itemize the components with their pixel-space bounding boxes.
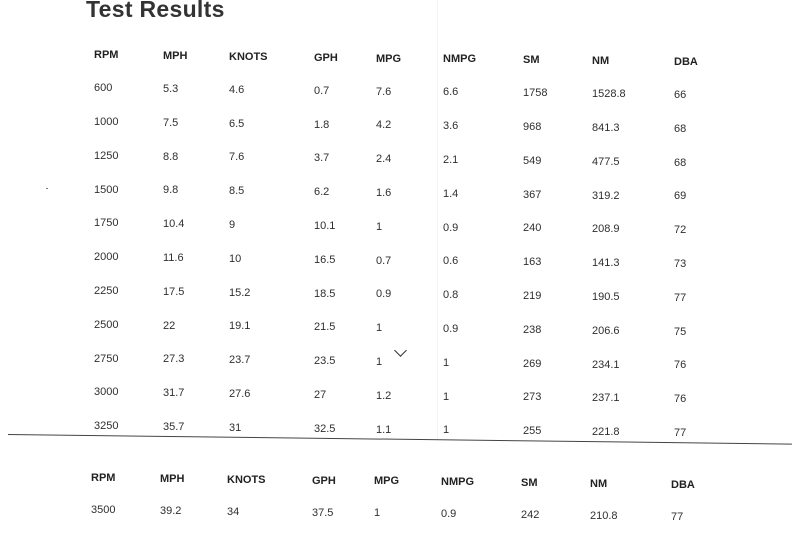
table-cell: 190.5 — [592, 290, 620, 303]
table-cell: 37.5 — [312, 506, 334, 519]
table-cell: 255 — [523, 425, 542, 438]
table-cell: 1500 — [94, 183, 119, 196]
column-header-sm: SM — [521, 477, 538, 490]
table-cell: 31 — [229, 421, 242, 434]
table-cell: 27.6 — [229, 387, 251, 400]
column-header-nm: NM — [592, 55, 610, 68]
column-header-gph: GPH — [312, 474, 336, 487]
table-cell: 77 — [674, 427, 687, 440]
table-cell: 549 — [523, 154, 542, 167]
column-header-nmpg: NMPG — [441, 476, 474, 489]
table-cell: 5.3 — [163, 82, 179, 95]
table-cell: 10.4 — [163, 218, 185, 231]
table-cell: 3.7 — [314, 152, 330, 165]
column-header-mph: MPH — [163, 49, 188, 62]
table-cell: 75 — [674, 325, 687, 338]
table-cell: 237.1 — [592, 392, 620, 405]
table-cell: 221.8 — [592, 426, 620, 439]
column-header-knots: KNOTS — [227, 473, 266, 486]
table-cell: 0.9 — [441, 508, 457, 521]
column-header-dba: DBA — [671, 479, 695, 492]
table-cell: 32.5 — [314, 422, 336, 435]
table-cell: 600 — [94, 82, 113, 95]
column-header-dba: DBA — [674, 56, 698, 69]
table-cell: 1750 — [94, 217, 119, 230]
table-cell: 6.2 — [314, 186, 330, 199]
table-cell: 242 — [521, 509, 540, 522]
table-cell: 77 — [671, 511, 684, 524]
page-fold-line — [437, 0, 438, 440]
table-cell: 1758 — [523, 87, 548, 100]
table-cell: 3000 — [94, 386, 119, 399]
table-cell: 1 — [376, 322, 383, 335]
column-header-knots: KNOTS — [229, 50, 268, 63]
table-cell: 73 — [674, 258, 687, 271]
table-cell: 2500 — [94, 318, 119, 331]
table-cell: 3500 — [91, 504, 116, 517]
table-cell: 0.9 — [376, 288, 392, 301]
table-cell: 22 — [163, 319, 176, 332]
table-cell: 10 — [229, 252, 242, 265]
table-cell: 0.9 — [443, 221, 459, 234]
table-cell: 367 — [523, 188, 542, 201]
column-header-sm: SM — [523, 54, 540, 67]
page-title: Test Results — [86, 0, 225, 22]
column-header-rpm: RPM — [91, 472, 116, 485]
table-cell: 319.2 — [592, 189, 620, 202]
table-cell: 27 — [314, 388, 327, 401]
table-cell: 238 — [523, 323, 542, 336]
table-cell: 208.9 — [592, 223, 620, 236]
table-cell: 240 — [523, 222, 542, 235]
table-cell: 66 — [674, 89, 687, 102]
table-cell: 1 — [376, 220, 383, 233]
table-cell: 69 — [674, 190, 687, 203]
table-cell: 1 — [376, 355, 383, 368]
table-cell: 10.1 — [314, 219, 336, 232]
table-cell: 7.6 — [229, 151, 245, 164]
table-cell: 68 — [674, 156, 687, 169]
table-cell: 17.5 — [163, 285, 185, 298]
table-cell: 8.5 — [229, 185, 245, 198]
table-cell: 210.8 — [590, 510, 618, 523]
table-cell: 968 — [523, 121, 542, 134]
column-header-rpm: RPM — [94, 49, 119, 62]
table-cell: 19.1 — [229, 320, 251, 333]
table-cell: 2.4 — [376, 153, 392, 166]
table-cell: 4.2 — [376, 119, 392, 132]
table-cell: 2.1 — [443, 153, 459, 166]
column-header-mpg: MPG — [374, 475, 400, 488]
table-cell: 7.5 — [163, 116, 179, 129]
table-cell: 23.7 — [229, 354, 251, 367]
table-cell: 2750 — [94, 352, 119, 365]
table-cell: 39.2 — [160, 504, 182, 517]
table-cell: 9.8 — [163, 184, 179, 197]
table-cell: 1000 — [94, 115, 119, 128]
table-cell: 1.1 — [376, 423, 392, 436]
table-cell: 206.6 — [592, 324, 620, 337]
table-cell: 6.6 — [443, 86, 459, 99]
column-header-gph: GPH — [314, 51, 338, 64]
table-cell: 72 — [674, 224, 687, 237]
table-cell: 0.9 — [443, 322, 459, 335]
chevron-down-icon[interactable] — [394, 344, 407, 357]
column-header-mpg: MPG — [376, 52, 402, 65]
table-cell: 3250 — [94, 420, 119, 433]
table-cell: 1.4 — [443, 187, 459, 200]
table-cell: 234.1 — [592, 358, 620, 371]
table-cell: 0.7 — [314, 84, 330, 97]
table-cell: 1 — [443, 356, 450, 369]
table-cell: 163 — [523, 256, 542, 269]
table-cell: 1528.8 — [592, 88, 626, 101]
table-cell: 9 — [229, 218, 236, 231]
table-cell: 1250 — [94, 149, 119, 162]
table-cell: 2250 — [94, 284, 119, 297]
table-cell: 27.3 — [163, 353, 185, 366]
table-cell: 8.8 — [163, 150, 179, 163]
table-cell: 16.5 — [314, 253, 336, 266]
table-cell: 68 — [674, 122, 687, 135]
table-cell: 23.5 — [314, 355, 336, 368]
table-cell: 841.3 — [592, 121, 620, 134]
table-cell: 477.5 — [592, 155, 620, 168]
table-cell: 219 — [523, 290, 542, 303]
table-cell: 76 — [674, 393, 687, 406]
table-cell: 1.2 — [376, 389, 392, 402]
scan-speck — [46, 188, 48, 189]
table-cell: 1 — [374, 507, 381, 520]
column-header-mph: MPH — [160, 472, 185, 485]
table-cell: 35.7 — [163, 420, 185, 433]
column-header-nmpg: NMPG — [443, 53, 476, 66]
table-cell: 0.6 — [443, 255, 459, 268]
table-cell: 77 — [674, 291, 687, 304]
table-cell: 31.7 — [163, 387, 185, 400]
table-cell: 0.7 — [376, 254, 392, 267]
table-cell: 1.6 — [376, 186, 392, 199]
table-cell: 11.6 — [163, 251, 184, 264]
table-cell: 7.6 — [376, 85, 392, 98]
table-cell: 4.6 — [229, 83, 245, 96]
table-cell: 1 — [443, 390, 450, 403]
table-cell: 2000 — [94, 251, 119, 264]
table-cell: 141.3 — [592, 257, 620, 270]
table-cell: 269 — [523, 357, 542, 370]
table-cell: 3.6 — [443, 120, 459, 133]
table-cell: 1 — [443, 424, 450, 437]
table-cell: 273 — [523, 391, 542, 404]
table-cell: 15.2 — [229, 286, 251, 299]
table-cell: 18.5 — [314, 287, 336, 300]
table-cell: 76 — [674, 359, 687, 372]
table-cell: 1.8 — [314, 118, 330, 131]
column-header-nm: NM — [590, 478, 608, 491]
table-cell: 6.5 — [229, 117, 245, 130]
table-cell: 34 — [227, 505, 240, 518]
table-cell: 21.5 — [314, 321, 336, 334]
table-cell: 0.8 — [443, 289, 459, 302]
